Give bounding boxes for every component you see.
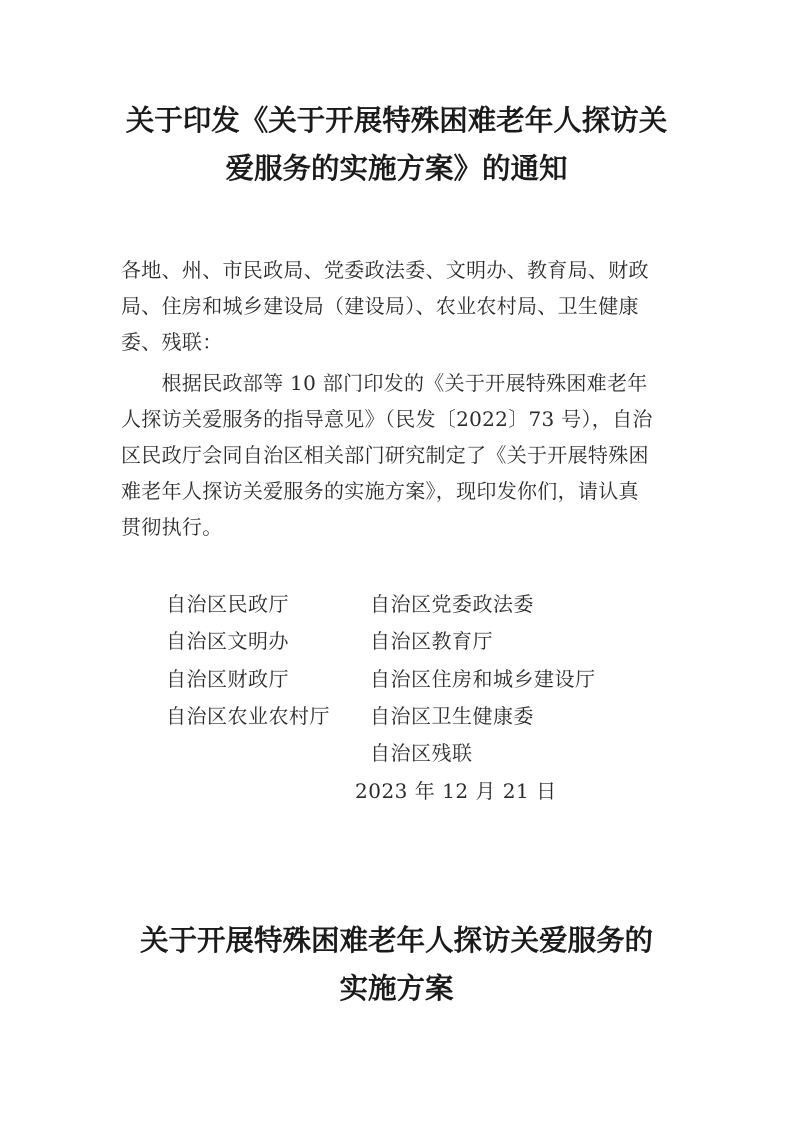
signatory-left-4: 自治区农业农村厅 xyxy=(166,704,330,728)
signatory-right-5: 自治区残联 xyxy=(370,741,473,765)
signatory-left-3: 自治区财政厅 xyxy=(166,667,289,691)
notice-title xyxy=(0,96,793,192)
signatory-left-1: 自治区民政厅 xyxy=(166,592,289,616)
signatory-right-3: 自治区住房和城乡建设厅 xyxy=(370,667,596,691)
notice-title-line-2: 爱服务的实施方案》的通知 xyxy=(225,151,568,185)
plan-title xyxy=(0,916,793,1012)
signatory-right-1: 自治区党委政法委 xyxy=(370,592,534,616)
body-line-4: 难老年人探访关爱服务的实施方案》，现印发你们，请认真 xyxy=(121,479,639,503)
signatory-right-4: 自治区卫生健康委 xyxy=(370,704,534,728)
signatory-right-2: 自治区教育厅 xyxy=(370,629,493,653)
plan-title-line-2: 实施方案 xyxy=(339,971,454,1005)
plan-title-line-1: 关于开展特殊困难老年人探访关爱服务的 xyxy=(139,923,653,957)
body-line-2: 人探访关爱服务的指导意见》（民发〔2022〕73 号），自治 xyxy=(121,407,653,431)
recipients-line-2: 局、住房和城乡建设局（建设局）、农业农村局、卫生健康 xyxy=(121,294,639,318)
body-line-1: 根据民政部等 10 部门印发的《关于开展特殊困难老年 xyxy=(121,371,648,395)
signatory-left-2: 自治区文明办 xyxy=(166,629,289,653)
issue-date: 2023 年 12 月 21 日 xyxy=(355,779,557,803)
body-line-5: 贯彻执行。 xyxy=(121,515,223,539)
notice-title-line-1: 关于印发《关于开展特殊困难老年人探访关 xyxy=(125,103,668,137)
recipients-paragraph xyxy=(121,252,676,360)
body-paragraph xyxy=(121,365,676,545)
recipients-line-3: 委、残联： xyxy=(121,330,223,354)
recipients-line-1: 各地、州、市民政局、党委政法委、文明办、教育局、财政 xyxy=(121,258,649,282)
body-line-3: 区民政厅会同自治区相关部门研究制定了《关于开展特殊困 xyxy=(121,443,649,467)
